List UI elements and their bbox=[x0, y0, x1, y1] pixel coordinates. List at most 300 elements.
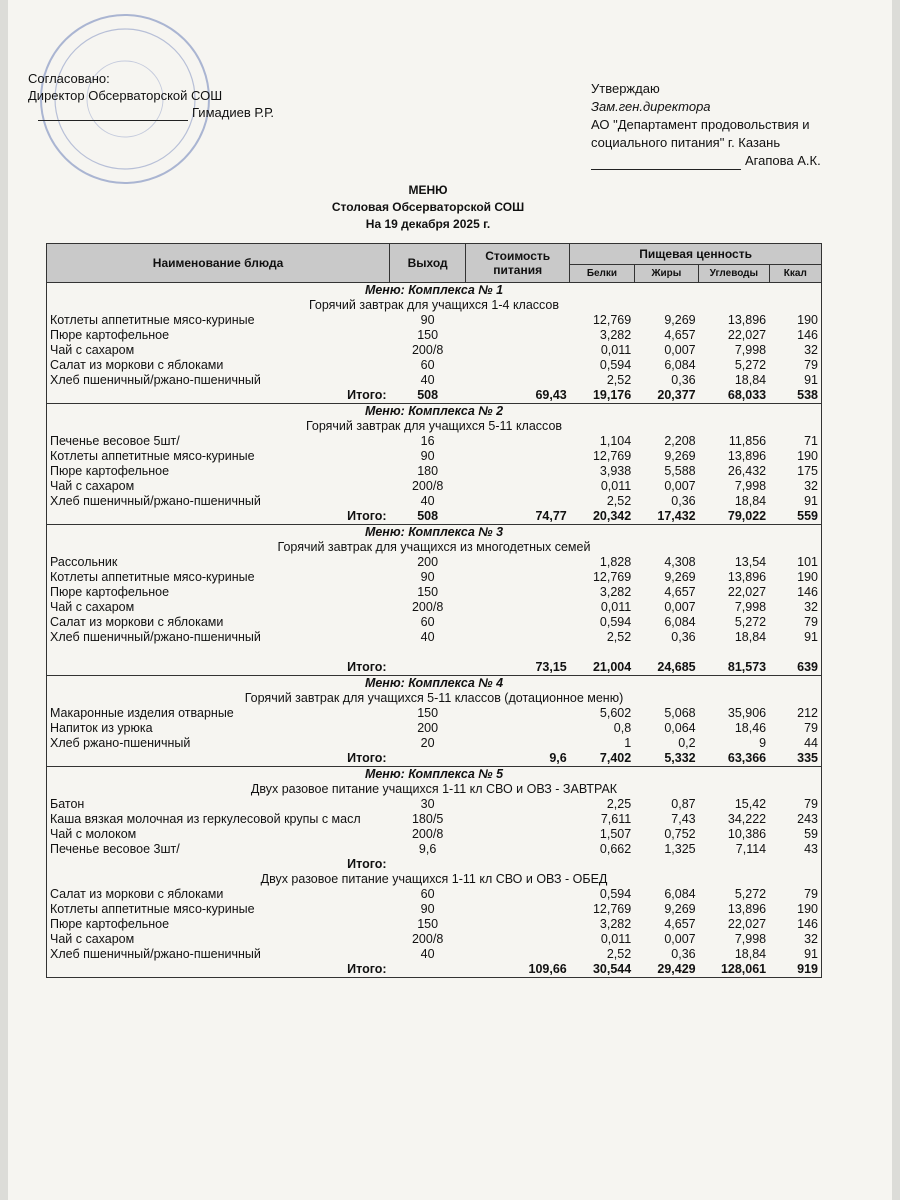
dish-fat: 6,084 bbox=[664, 615, 696, 629]
table-row bbox=[47, 887, 822, 902]
table-row bbox=[47, 570, 822, 585]
total-protein bbox=[570, 857, 634, 872]
dish-carbs: 9 bbox=[759, 736, 767, 750]
table-row bbox=[47, 812, 822, 827]
dish-name: Хлеб пшеничный/ржано-пшеничный bbox=[47, 494, 390, 509]
dish-name: Чай с молоком bbox=[47, 827, 390, 842]
dish-cost bbox=[466, 630, 570, 645]
total-cost: 109,66 bbox=[466, 962, 570, 978]
table-row bbox=[47, 373, 822, 388]
dish-protein: 0,594 bbox=[599, 887, 632, 901]
dish-carbs: 13,896 bbox=[727, 449, 767, 463]
total-carbs: 79,022 bbox=[727, 509, 767, 523]
dish-name: Чай с сахаром bbox=[47, 479, 390, 494]
dish-cost bbox=[466, 917, 570, 932]
total-fat bbox=[634, 857, 698, 872]
dish-yield: 150 bbox=[417, 585, 439, 599]
total-row bbox=[47, 857, 822, 872]
dish-protein: 3,282 bbox=[599, 328, 632, 342]
dish-kcal: 79 bbox=[769, 358, 821, 373]
dish-protein: 1 bbox=[624, 736, 632, 750]
table-row bbox=[47, 585, 822, 600]
dish-yield: 200/8 bbox=[411, 343, 444, 357]
menu-section-title-row bbox=[47, 404, 822, 420]
table-row bbox=[47, 600, 822, 615]
approve-org-line2: социального питания" г. Казань bbox=[591, 135, 781, 150]
dish-kcal: 32 bbox=[769, 479, 821, 494]
menu-section-title-row bbox=[47, 525, 822, 541]
dish-protein: 2,52 bbox=[606, 373, 632, 387]
total-fat: 20,377 bbox=[657, 388, 696, 402]
dish-name: Пюре картофельное bbox=[47, 917, 390, 932]
dish-yield: 150 bbox=[417, 328, 439, 342]
menu-section-subtitle: Горячий завтрак для учащихся 5-11 классов bbox=[47, 419, 822, 434]
menu-section-title: Меню: Комплекса № 3 bbox=[47, 525, 822, 541]
dish-fat: 4,657 bbox=[664, 917, 696, 931]
dish-fat: 0,007 bbox=[664, 932, 696, 946]
table-row bbox=[47, 630, 822, 645]
total-kcal: 335 bbox=[769, 751, 821, 767]
total-yield bbox=[390, 962, 466, 978]
dish-cost bbox=[466, 585, 570, 600]
dish-name: Печенье весовое 5шт/ bbox=[47, 434, 390, 449]
dish-fat: 9,269 bbox=[664, 570, 696, 584]
approved-position: Директор Обсерваторской СОШ bbox=[28, 88, 223, 103]
dish-cost bbox=[466, 842, 570, 857]
dish-name: Напиток из урюка bbox=[47, 721, 390, 736]
total-yield: 508 bbox=[417, 388, 439, 402]
dish-carbs: 34,222 bbox=[727, 812, 767, 826]
dish-carbs: 35,906 bbox=[727, 706, 767, 720]
dish-carbs: 18,84 bbox=[734, 947, 767, 961]
dish-kcal: 146 bbox=[769, 917, 821, 932]
table-row bbox=[47, 736, 822, 751]
dish-carbs: 18,84 bbox=[734, 630, 767, 644]
dish-fat: 0,36 bbox=[671, 494, 696, 508]
total-kcal: 559 bbox=[769, 509, 821, 525]
dish-fat: 2,208 bbox=[664, 434, 696, 448]
table-row bbox=[47, 842, 822, 857]
dish-yield: 150 bbox=[417, 917, 439, 931]
dish-name: Пюре картофельное bbox=[47, 464, 390, 479]
total-fat: 24,685 bbox=[657, 660, 696, 674]
total-label: Итого: bbox=[47, 660, 390, 676]
dish-cost bbox=[466, 902, 570, 917]
dish-kcal: 190 bbox=[769, 902, 821, 917]
dish-cost bbox=[466, 373, 570, 388]
dish-kcal: 32 bbox=[769, 932, 821, 947]
total-carbs: 63,366 bbox=[727, 751, 767, 765]
approved-label: Согласовано: bbox=[28, 71, 110, 86]
menu-section-subtitle-row bbox=[47, 691, 822, 706]
dish-yield: 90 bbox=[420, 902, 435, 916]
approved-name: Гимадиев Р.Р. bbox=[192, 105, 274, 120]
dish-kcal: 212 bbox=[769, 706, 821, 721]
dish-carbs: 22,027 bbox=[727, 917, 767, 931]
dish-fat: 4,657 bbox=[664, 328, 696, 342]
dish-fat: 1,325 bbox=[664, 842, 696, 856]
document-page bbox=[8, 0, 892, 1200]
dish-carbs: 13,896 bbox=[727, 570, 767, 584]
total-cost: 73,15 bbox=[535, 660, 567, 674]
total-carbs: 68,033 bbox=[727, 388, 767, 402]
dish-carbs: 7,998 bbox=[734, 932, 767, 946]
dish-carbs: 22,027 bbox=[727, 328, 767, 342]
dish-kcal: 79 bbox=[769, 615, 821, 630]
dish-carbs: 18,84 bbox=[734, 373, 767, 387]
table-row bbox=[47, 464, 822, 479]
approve-name: Агапова А.К. bbox=[745, 153, 821, 168]
dish-carbs: 11,856 bbox=[728, 434, 767, 448]
dish-kcal: 43 bbox=[769, 842, 821, 857]
dish-protein: 0,011 bbox=[600, 600, 632, 614]
dish-fat: 9,269 bbox=[664, 902, 696, 916]
dish-yield: 180/5 bbox=[411, 812, 444, 826]
total-yield bbox=[390, 751, 466, 767]
dish-yield: 40 bbox=[420, 494, 435, 508]
dish-carbs: 7,998 bbox=[734, 600, 767, 614]
dish-kcal: 190 bbox=[769, 570, 821, 585]
dish-protein: 0,011 bbox=[600, 343, 632, 357]
dish-protein: 0,8 bbox=[613, 721, 632, 735]
menu-table bbox=[46, 243, 822, 978]
menu-section-title: Меню: Комплекса № 2 bbox=[47, 404, 822, 420]
table-row bbox=[47, 797, 822, 812]
table-row bbox=[47, 932, 822, 947]
total-kcal: 919 bbox=[769, 962, 821, 978]
total-cost: 69,43 bbox=[535, 388, 567, 402]
dish-yield: 200/8 bbox=[411, 479, 444, 493]
menu-title: МЕНЮ bbox=[408, 183, 448, 197]
dish-protein: 0,594 bbox=[599, 615, 632, 629]
table-row bbox=[47, 555, 822, 570]
dish-yield: 90 bbox=[420, 570, 435, 584]
dish-kcal: 32 bbox=[769, 600, 821, 615]
dish-fat: 5,068 bbox=[664, 706, 696, 720]
dish-cost bbox=[466, 434, 570, 449]
menu-section-title: Меню: Комплекса № 4 bbox=[47, 676, 822, 692]
dish-fat: 0,36 bbox=[671, 630, 696, 644]
menu-section-title: Меню: Комплекса № 5 bbox=[47, 767, 822, 783]
menu-section-subtitle: Горячий завтрак для учащихся 5-11 классов (дотационное меню) bbox=[47, 691, 822, 706]
dish-fat: 0,007 bbox=[664, 343, 696, 357]
dish-name: Каша вязкая молочная из геркулесовой крупы с масл bbox=[47, 812, 390, 827]
menu-table-body bbox=[47, 283, 822, 978]
table-row bbox=[47, 494, 822, 509]
dish-name: Котлеты аппетитные мясо-куриные bbox=[47, 313, 390, 328]
total-cost bbox=[466, 857, 570, 872]
signature-line bbox=[591, 157, 741, 170]
dish-protein: 12,769 bbox=[592, 902, 632, 916]
total-protein: 7,402 bbox=[599, 751, 632, 765]
total-label: Итого: bbox=[47, 509, 390, 525]
col-yield: Выход bbox=[390, 244, 466, 283]
dish-cost bbox=[466, 358, 570, 373]
dish-carbs: 5,272 bbox=[734, 887, 767, 901]
dish-name: Макаронные изделия отварные bbox=[47, 706, 390, 721]
dish-protein: 1,507 bbox=[599, 827, 632, 841]
menu-section-subtitle: Двух разовое питание учащихся 1-11 кл СВО и ОВЗ - ОБЕД bbox=[47, 872, 822, 887]
dish-cost bbox=[466, 615, 570, 630]
col-cost: Стоимость питания bbox=[466, 244, 570, 283]
dish-name: Чай с сахаром bbox=[47, 343, 390, 358]
total-carbs bbox=[699, 857, 770, 872]
col-protein: Белки bbox=[570, 265, 634, 283]
menu-date: На 19 декабря 2025 г. bbox=[365, 217, 491, 231]
dish-protein: 2,25 bbox=[606, 797, 632, 811]
menu-section-subtitle: Горячий завтрак для учащихся 1-4 классов bbox=[47, 298, 822, 313]
total-yield: 508 bbox=[417, 509, 439, 523]
total-kcal: 639 bbox=[769, 660, 821, 676]
dish-cost bbox=[466, 494, 570, 509]
dish-kcal: 59 bbox=[769, 827, 821, 842]
total-cost: 9,6 bbox=[549, 751, 567, 765]
total-fat: 17,432 bbox=[657, 509, 696, 523]
dish-kcal: 79 bbox=[769, 887, 821, 902]
total-label: Итого: bbox=[47, 388, 390, 404]
total-carbs: 128,061 bbox=[699, 962, 770, 978]
dish-name: Пюре картофельное bbox=[47, 328, 390, 343]
dish-protein: 3,282 bbox=[599, 917, 632, 931]
dish-fat: 6,084 bbox=[664, 358, 696, 372]
dish-protein: 12,769 bbox=[592, 449, 632, 463]
table-row bbox=[47, 479, 822, 494]
table-row bbox=[47, 947, 822, 962]
dish-protein: 0,594 bbox=[599, 358, 632, 372]
table-row bbox=[47, 706, 822, 721]
dish-carbs: 5,272 bbox=[734, 358, 767, 372]
total-label: Итого: bbox=[47, 751, 390, 767]
dish-name: Котлеты аппетитные мясо-куриные bbox=[47, 570, 390, 585]
dish-protein: 2,52 bbox=[606, 630, 632, 644]
dish-cost bbox=[466, 343, 570, 358]
dish-kcal: 91 bbox=[769, 947, 821, 962]
menu-section-subtitle: Двух разовое питание учащихся 1-11 кл СВО и ОВЗ - ЗАВТРАК bbox=[47, 782, 822, 797]
col-fat: Жиры bbox=[634, 265, 698, 283]
dish-yield: 180 bbox=[417, 464, 439, 478]
total-row bbox=[47, 660, 822, 676]
dish-cost bbox=[466, 600, 570, 615]
dish-carbs: 18,84 bbox=[734, 494, 767, 508]
dish-fat: 4,308 bbox=[664, 555, 696, 569]
dish-cost bbox=[466, 479, 570, 494]
dish-yield: 150 bbox=[417, 706, 439, 720]
dish-yield: 40 bbox=[420, 373, 435, 387]
dish-kcal: 101 bbox=[769, 555, 821, 570]
dish-cost bbox=[466, 706, 570, 721]
dish-name: Хлеб ржано-пшеничный bbox=[47, 736, 390, 751]
dish-kcal: 71 bbox=[769, 434, 821, 449]
dish-cost bbox=[466, 827, 570, 842]
dish-carbs: 10,386 bbox=[727, 827, 767, 841]
approve-position: Зам.ген.директора bbox=[591, 99, 711, 114]
dish-kcal: 146 bbox=[769, 585, 821, 600]
table-row bbox=[47, 917, 822, 932]
dish-yield: 60 bbox=[420, 358, 435, 372]
table-row bbox=[47, 902, 822, 917]
dish-kcal: 79 bbox=[769, 797, 821, 812]
dish-carbs: 22,027 bbox=[727, 585, 767, 599]
dish-fat: 9,269 bbox=[664, 313, 696, 327]
dish-name: Чай с сахаром bbox=[47, 932, 390, 947]
total-kcal: 538 bbox=[769, 388, 821, 404]
dish-carbs: 7,998 bbox=[734, 479, 767, 493]
dish-name: Салат из моркови с яблоками bbox=[47, 615, 390, 630]
dish-name: Рассольник bbox=[47, 555, 390, 570]
dish-carbs: 5,272 bbox=[734, 615, 767, 629]
dish-protein: 5,602 bbox=[599, 706, 632, 720]
dish-cost bbox=[466, 736, 570, 751]
total-carbs: 81,573 bbox=[727, 660, 767, 674]
dish-name: Пюре картофельное bbox=[47, 585, 390, 600]
dish-cost bbox=[466, 464, 570, 479]
menu-section-title-row bbox=[47, 283, 822, 299]
dish-protein: 3,938 bbox=[599, 464, 632, 478]
dish-name: Котлеты аппетитные мясо-куриные bbox=[47, 902, 390, 917]
total-label: Итого: bbox=[47, 857, 390, 872]
menu-header bbox=[8, 182, 848, 233]
dish-cost bbox=[466, 947, 570, 962]
table-row bbox=[47, 721, 822, 736]
dish-protein: 3,282 bbox=[599, 585, 632, 599]
dish-yield: 200/8 bbox=[411, 827, 444, 841]
dish-fat: 9,269 bbox=[664, 449, 696, 463]
total-protein: 20,342 bbox=[592, 509, 632, 523]
total-row bbox=[47, 962, 822, 978]
menu-school: Столовая Обсерваторской СОШ bbox=[331, 200, 525, 214]
dish-fat: 0,36 bbox=[671, 373, 696, 387]
dish-carbs: 15,42 bbox=[734, 797, 767, 811]
dish-yield: 16 bbox=[420, 434, 435, 448]
dish-protein: 0,011 bbox=[600, 479, 632, 493]
dish-kcal: 190 bbox=[769, 449, 821, 464]
dish-cost bbox=[466, 570, 570, 585]
dish-cost bbox=[466, 721, 570, 736]
dish-cost bbox=[466, 449, 570, 464]
dish-kcal: 190 bbox=[769, 313, 821, 328]
approve-label: Утверждаю bbox=[591, 81, 660, 96]
menu-section-title: Меню: Комплекса № 1 bbox=[47, 283, 822, 299]
menu-section-subtitle: Горячий завтрак для учащихся из многодетных семей bbox=[47, 540, 822, 555]
dish-fat: 0,87 bbox=[671, 797, 696, 811]
dish-name: Чай с сахаром bbox=[47, 600, 390, 615]
dish-fat: 0,752 bbox=[664, 827, 696, 841]
dish-fat: 4,657 bbox=[664, 585, 696, 599]
dish-name: Котлеты аппетитные мясо-куриные bbox=[47, 449, 390, 464]
dish-kcal: 79 bbox=[769, 721, 821, 736]
dish-kcal: 32 bbox=[769, 343, 821, 358]
table-row bbox=[47, 358, 822, 373]
approve-block bbox=[591, 80, 821, 170]
total-fat: 29,429 bbox=[634, 962, 698, 978]
dish-fat: 0,007 bbox=[664, 600, 696, 614]
dish-yield: 9,6 bbox=[418, 842, 437, 856]
dish-yield: 60 bbox=[420, 615, 435, 629]
dish-cost bbox=[466, 555, 570, 570]
dish-kcal: 91 bbox=[769, 494, 821, 509]
dish-protein: 1,828 bbox=[599, 555, 632, 569]
dish-protein: 0,662 bbox=[599, 842, 632, 856]
dish-yield: 60 bbox=[420, 887, 435, 901]
dish-yield: 20 bbox=[420, 736, 435, 750]
table-row bbox=[47, 328, 822, 343]
total-yield bbox=[390, 857, 466, 872]
menu-section-title-row bbox=[47, 767, 822, 783]
dish-carbs: 13,54 bbox=[734, 555, 767, 569]
dish-carbs: 13,896 bbox=[727, 902, 767, 916]
table-row bbox=[47, 827, 822, 842]
menu-section-subtitle-row bbox=[47, 540, 822, 555]
total-protein: 30,544 bbox=[570, 962, 634, 978]
dish-protein: 0,011 bbox=[600, 932, 632, 946]
dish-kcal: 243 bbox=[769, 812, 821, 827]
total-protein: 21,004 bbox=[592, 660, 632, 674]
dish-carbs: 18,46 bbox=[734, 721, 767, 735]
dish-cost bbox=[466, 887, 570, 902]
dish-cost bbox=[466, 932, 570, 947]
dish-yield: 40 bbox=[420, 947, 435, 961]
dish-fat: 0,007 bbox=[664, 479, 696, 493]
total-fat: 5,332 bbox=[664, 751, 696, 765]
total-row bbox=[47, 509, 822, 525]
spacer-row bbox=[47, 645, 822, 660]
dish-protein: 12,769 bbox=[592, 313, 632, 327]
dish-carbs: 26,432 bbox=[727, 464, 767, 478]
dish-yield: 40 bbox=[420, 630, 435, 644]
dish-carbs: 13,896 bbox=[727, 313, 767, 327]
dish-fat: 7,43 bbox=[671, 812, 696, 826]
col-kcal: Ккал bbox=[769, 265, 821, 283]
menu-section-subtitle-row bbox=[47, 782, 822, 797]
dish-yield: 200 bbox=[417, 555, 439, 569]
dish-fat: 0,2 bbox=[678, 736, 696, 750]
col-name: Наименование блюда bbox=[47, 244, 390, 283]
dish-name: Салат из моркови с яблоками bbox=[47, 887, 390, 902]
menu-section-subtitle-row bbox=[47, 298, 822, 313]
dish-yield: 200/8 bbox=[411, 600, 444, 614]
total-yield bbox=[390, 660, 466, 676]
dish-cost bbox=[466, 812, 570, 827]
approve-org-line1: АО "Департамент продовольствия и bbox=[591, 117, 810, 132]
dish-yield: 90 bbox=[420, 449, 435, 463]
dish-cost bbox=[466, 328, 570, 343]
menu-section-subtitle-row bbox=[47, 872, 822, 887]
dish-yield: 200 bbox=[417, 721, 439, 735]
total-cost: 74,77 bbox=[535, 509, 567, 523]
dish-kcal: 44 bbox=[769, 736, 821, 751]
dish-protein: 1,104 bbox=[599, 434, 632, 448]
table-row bbox=[47, 615, 822, 630]
col-carbs: Углеводы bbox=[699, 265, 770, 283]
dish-yield: 30 bbox=[420, 797, 435, 811]
table-row bbox=[47, 313, 822, 328]
table-row bbox=[47, 434, 822, 449]
dish-name: Хлеб пшеничный/ржано-пшеничный bbox=[47, 630, 390, 645]
menu-section-subtitle-row bbox=[47, 419, 822, 434]
dish-cost bbox=[466, 797, 570, 812]
dish-name: Салат из моркови с яблоками bbox=[47, 358, 390, 373]
approved-block bbox=[28, 70, 274, 121]
table-row bbox=[47, 449, 822, 464]
total-protein: 19,176 bbox=[592, 388, 632, 402]
total-row bbox=[47, 388, 822, 404]
dish-fat: 5,588 bbox=[664, 464, 696, 478]
dish-yield: 90 bbox=[420, 313, 435, 327]
signature-line bbox=[38, 108, 188, 121]
dish-fat: 0,36 bbox=[671, 947, 696, 961]
col-nutrition: Пищевая ценность bbox=[570, 244, 822, 265]
total-row bbox=[47, 751, 822, 767]
